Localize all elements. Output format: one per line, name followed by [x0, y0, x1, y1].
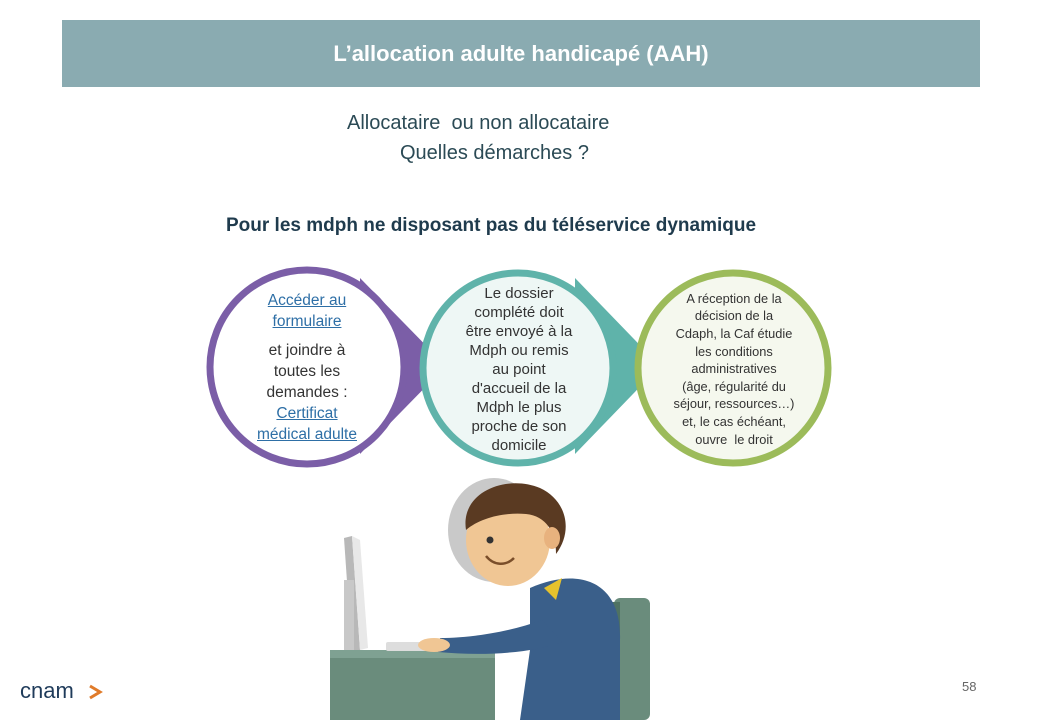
step-2-text [442, 276, 596, 462]
certificate-link-line2[interactable]: médical adulte [257, 425, 357, 443]
step-2-line: Mdph ou remis [469, 341, 569, 359]
step-2-line: au point [492, 360, 546, 378]
person-at-computer-icon [330, 470, 660, 720]
step-3-line: administratives [691, 361, 777, 377]
subtitle-line-2: Quelles démarches ? [400, 142, 589, 164]
slide-title: L’allocation adulte handicapé (AAH) [333, 40, 709, 66]
step-2-line: Mdph le plus [476, 398, 562, 416]
step-2-line: Le dossier [484, 284, 554, 302]
form-link-line1[interactable]: Accéder au [267, 291, 347, 309]
step-3-line: séjour, ressources…) [673, 396, 795, 412]
step-2-line: être envoyé à la [465, 322, 573, 340]
step-1-text-line1: et joindre à [268, 341, 346, 359]
step-3-line: A réception de la [686, 290, 782, 306]
step-3-line: les conditions [695, 343, 773, 359]
step-3-line: et, le cas échéant, [682, 413, 786, 429]
step-3-line: (âge, régularité du [682, 378, 786, 394]
logo-text: cnam [20, 680, 74, 703]
page-number: 58 [962, 679, 977, 694]
certificate-link-line1[interactable]: Certificat [276, 404, 338, 422]
step-1-text-line2: toutes les [273, 362, 341, 380]
step-3-line: décision de la [694, 308, 774, 324]
step-2-line: domicile [491, 436, 547, 454]
subtitle-line-1: Allocataire ou non allocataire [347, 112, 610, 134]
step-2-line: d'accueil de la [471, 379, 567, 397]
step-1-text [232, 282, 382, 452]
step-3-line: ouvre le droit [695, 431, 773, 447]
step-3-text [654, 286, 814, 452]
section-heading: Pour les mdph ne disposant pas du téléservice dynamique [226, 215, 757, 236]
cnam-logo-icon [20, 680, 110, 709]
step-2-line: proche de son [471, 417, 567, 435]
step-1-text-line3: demandes : [266, 383, 348, 401]
step-3-line: Cdaph, la Caf étudie [675, 326, 793, 342]
step-2-line: complété doit [474, 303, 564, 321]
form-link-line2[interactable]: formulaire [272, 312, 342, 330]
